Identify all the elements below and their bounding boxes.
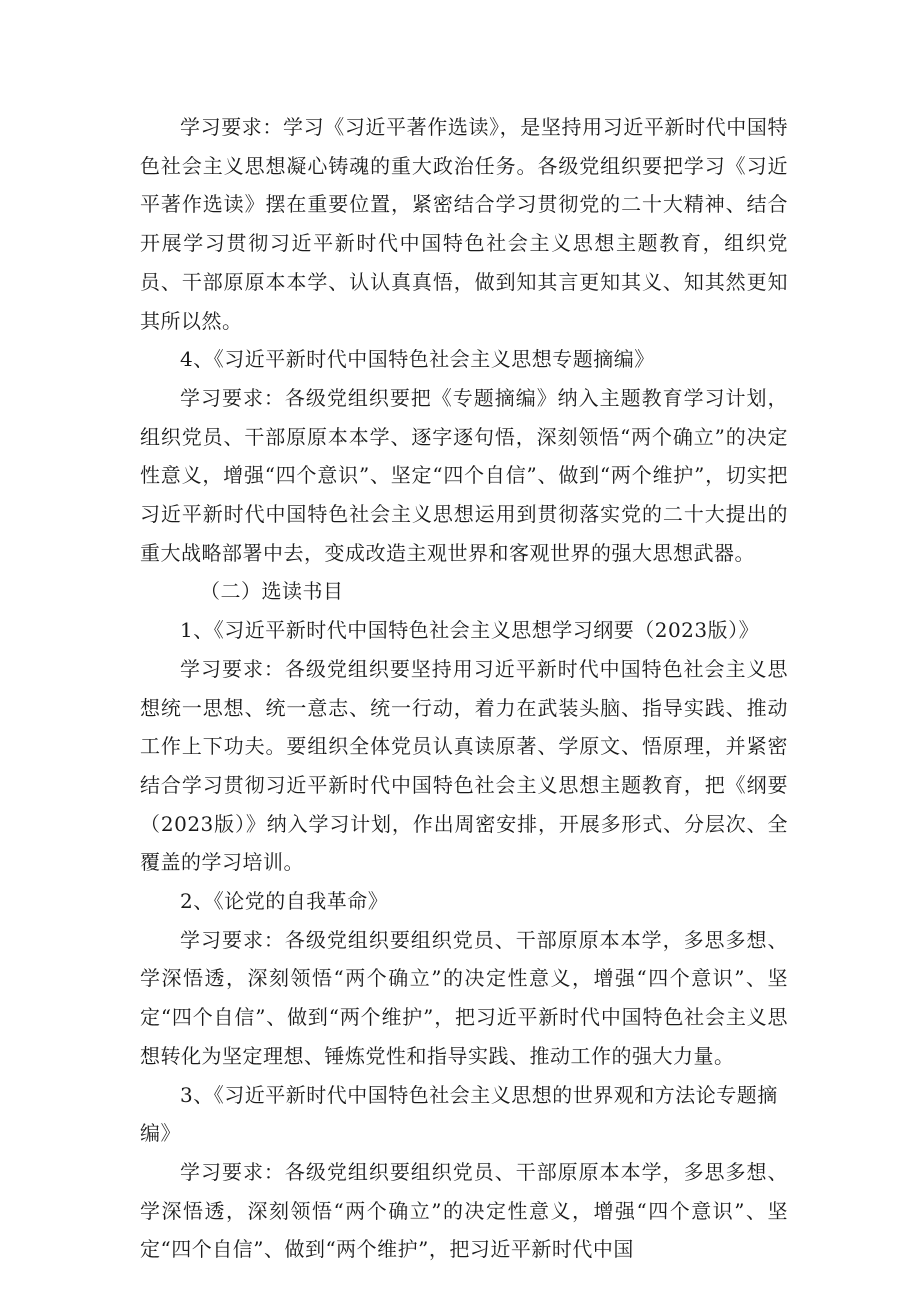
elective-item-3-title: 3、《习近平新时代中国特色社会主义思想的世界观和方法论专题摘编》: [140, 1082, 778, 1146]
elective-item-1-requirement: 学习要求：各级党组织要坚持用习近平新时代中国特色社会主义思想统一思想、统一意志、统一行动，着力在武装头脑、指导实践、推动工作上下功夫。要组织全体党员认真读原著、学原文、悟原理，并紧密结合学习贯彻习近平新时代中国特色社会主义思想主题教育，把《纲要（2023版）》纳入学习计划，作出周密安排，开展多形式、分层次、全覆盖的学习培训。: [140, 656, 788, 875]
book-item-4-requirement: 学习要求：各级党组织要把《专题摘编》纳入主题教育学习计划，组织党员、干部原原本本学、逐字逐句悟，深刻领悟“两个确立”的决定性意义，增强“四个意识”、坚定“四个自信”、做到“两个维护”，切实把习近平新时代中国特色社会主义思想运用到贯彻落实党的二十大提出的重大战略部署中去，变成改造主观世界和客观世界的强大思想武器。: [140, 385, 788, 565]
elective-item-1-title: 1、《习近平新时代中国特色社会主义思想学习纲要（2023版）》: [180, 618, 760, 643]
elective-item-3-requirement: 学习要求：各级党组织要组织党员、干部原原本本学，多思多想、学深悟透，深刻领悟“两个确立”的决定性意义，增强“四个意识”、坚定“四个自信”、做到“两个维护”，把习近平新时代中国: [140, 1159, 788, 1262]
document-body: [140, 108, 788, 1269]
elective-item-2-title: 2、《论党的自我革命》: [180, 889, 389, 914]
section-heading-elective-books: （二）选读书目: [200, 579, 344, 604]
elective-item-2-requirement: 学习要求：各级党组织要组织党员、干部原原本本学，多思多想、学深悟透，深刻领悟“两个确立”的决定性意义，增强“四个意识”、坚定“四个自信”、做到“两个维护”，把习近平新时代中国特色社会主义思想转化为坚定理想、锤炼党性和指导实践、推动工作的强大力量。: [140, 927, 788, 1068]
study-requirement-paragraph: 学习要求：学习《习近平著作选读》，是坚持用习近平新时代中国特色社会主义思想凝心铸魂的重大政治任务。各级党组织要把学习《习近平著作选读》摆在重要位置，紧密结合学习贯彻党的二十大精神、结合开展学习贯彻习近平新时代中国特色社会主义思想主题教育，组织党员、干部原原本本学、认认真真悟，做到知其言更知其义、知其然更知其所以然。: [140, 115, 788, 333]
book-item-4-title: 4、《习近平新时代中国特色社会主义思想专题摘编》: [180, 347, 655, 372]
